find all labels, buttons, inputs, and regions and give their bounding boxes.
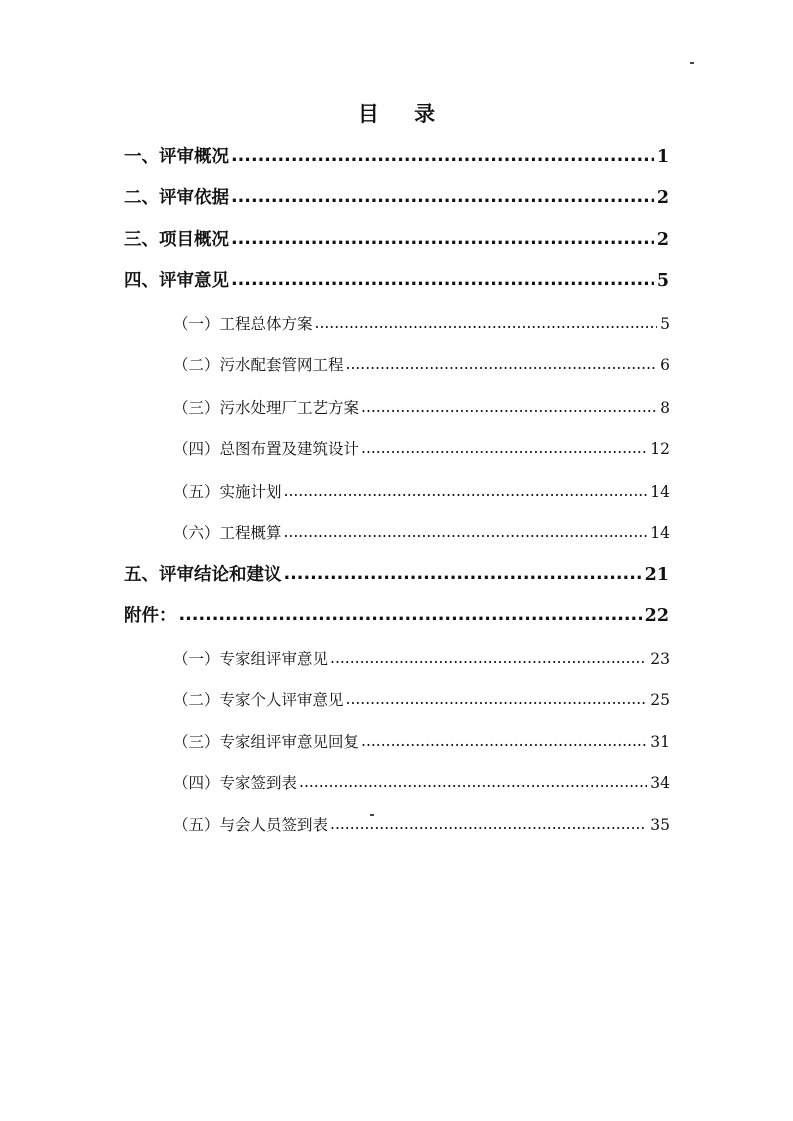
toc-entry-page: 22	[644, 606, 669, 626]
toc-entry-page: 5	[656, 271, 669, 291]
toc-entry[interactable]	[124, 227, 669, 253]
toc-entry-label: 附件：	[124, 606, 177, 626]
toc-entry-page: 35	[650, 816, 670, 834]
toc-leader-dots	[361, 435, 647, 461]
toc-entry-page: 2	[656, 230, 669, 250]
toc-entry-page: 25	[650, 691, 670, 709]
toc-entry[interactable]	[173, 311, 670, 337]
toc-entry-label: 二、评审依据	[124, 188, 229, 208]
toc-leader-dots	[315, 310, 658, 336]
toc-entry-label: 三、项目概况	[124, 230, 229, 250]
toc-entry-label: 四、评审意见	[124, 271, 229, 291]
toc-leader-dots	[361, 394, 657, 420]
toc-entry[interactable]	[173, 352, 670, 378]
toc-entry-page: 2	[656, 188, 669, 208]
toc-entry-page: 1	[656, 147, 669, 167]
toc-entry[interactable]	[124, 562, 669, 588]
toc-leader-dots	[346, 686, 648, 712]
toc-entry-label: （三）专家组评审意见回复	[173, 733, 360, 751]
toc-entry-page: 6	[660, 356, 670, 374]
toc-entry[interactable]	[173, 395, 670, 421]
page-title: 目 录	[357, 102, 450, 126]
toc-entry-page: 31	[650, 733, 670, 751]
toc-entry[interactable]	[124, 603, 669, 629]
toc-entry-label: （五）实施计划	[173, 483, 282, 501]
toc-entry-page: 8	[660, 399, 670, 417]
toc-leader-dots	[361, 728, 647, 754]
scan-speck	[370, 814, 374, 816]
toc-entry-label: （六）工程概算	[173, 524, 282, 542]
toc-leader-dots	[330, 811, 647, 837]
toc-leader-dots	[284, 519, 648, 545]
toc-entry-page: 5	[660, 315, 670, 333]
toc-entry-page: 14	[650, 483, 670, 501]
toc-entry-label: （二）专家个人评审意见	[173, 691, 344, 709]
toc-entry[interactable]	[173, 646, 670, 672]
toc-leader-dots	[284, 478, 648, 504]
toc-entry-label: （四）专家签到表	[173, 774, 298, 792]
toc-entry[interactable]	[124, 185, 669, 211]
toc-entry-label: （一）专家组评审意见	[173, 650, 329, 668]
toc-entry[interactable]	[173, 520, 670, 546]
toc-entry-label: （四）总图布置及建筑设计	[173, 440, 360, 458]
toc-entry-label: （五）与会人员签到表	[173, 816, 329, 834]
toc-entry-label: （二）污水配套管网工程	[173, 356, 344, 374]
toc-entry[interactable]	[173, 479, 670, 505]
toc-entry-label: 五、评审结论和建议	[124, 565, 282, 585]
toc-entry-page: 21	[644, 565, 669, 585]
toc-entry-label: （一）工程总体方案	[173, 315, 313, 333]
toc-leader-dots	[299, 769, 647, 795]
toc-leader-dots	[231, 226, 654, 252]
toc-leader-dots	[231, 143, 654, 169]
toc-leader-dots	[330, 645, 647, 671]
toc-leader-dots	[231, 267, 654, 293]
toc-entry-label: 一、评审概况	[124, 147, 229, 167]
toc-entry[interactable]	[173, 812, 670, 838]
toc-leader-dots	[179, 602, 642, 628]
toc-entry[interactable]	[173, 729, 670, 755]
toc-entry[interactable]	[124, 144, 669, 170]
toc-entry-page: 23	[650, 650, 670, 668]
toc-entry-page: 14	[650, 524, 670, 542]
toc-entry-label: （三）污水处理厂工艺方案	[173, 399, 360, 417]
scan-speck	[690, 62, 694, 64]
toc-entry-page: 12	[650, 440, 670, 458]
toc-leader-dots	[231, 184, 654, 210]
toc-leader-dots	[346, 351, 658, 377]
toc-entry-page: 34	[650, 774, 670, 792]
toc-entry[interactable]	[173, 770, 670, 796]
toc-entry[interactable]	[124, 268, 669, 294]
toc-entry[interactable]	[173, 687, 670, 713]
toc-leader-dots	[284, 561, 642, 587]
toc-entry[interactable]	[173, 436, 670, 462]
